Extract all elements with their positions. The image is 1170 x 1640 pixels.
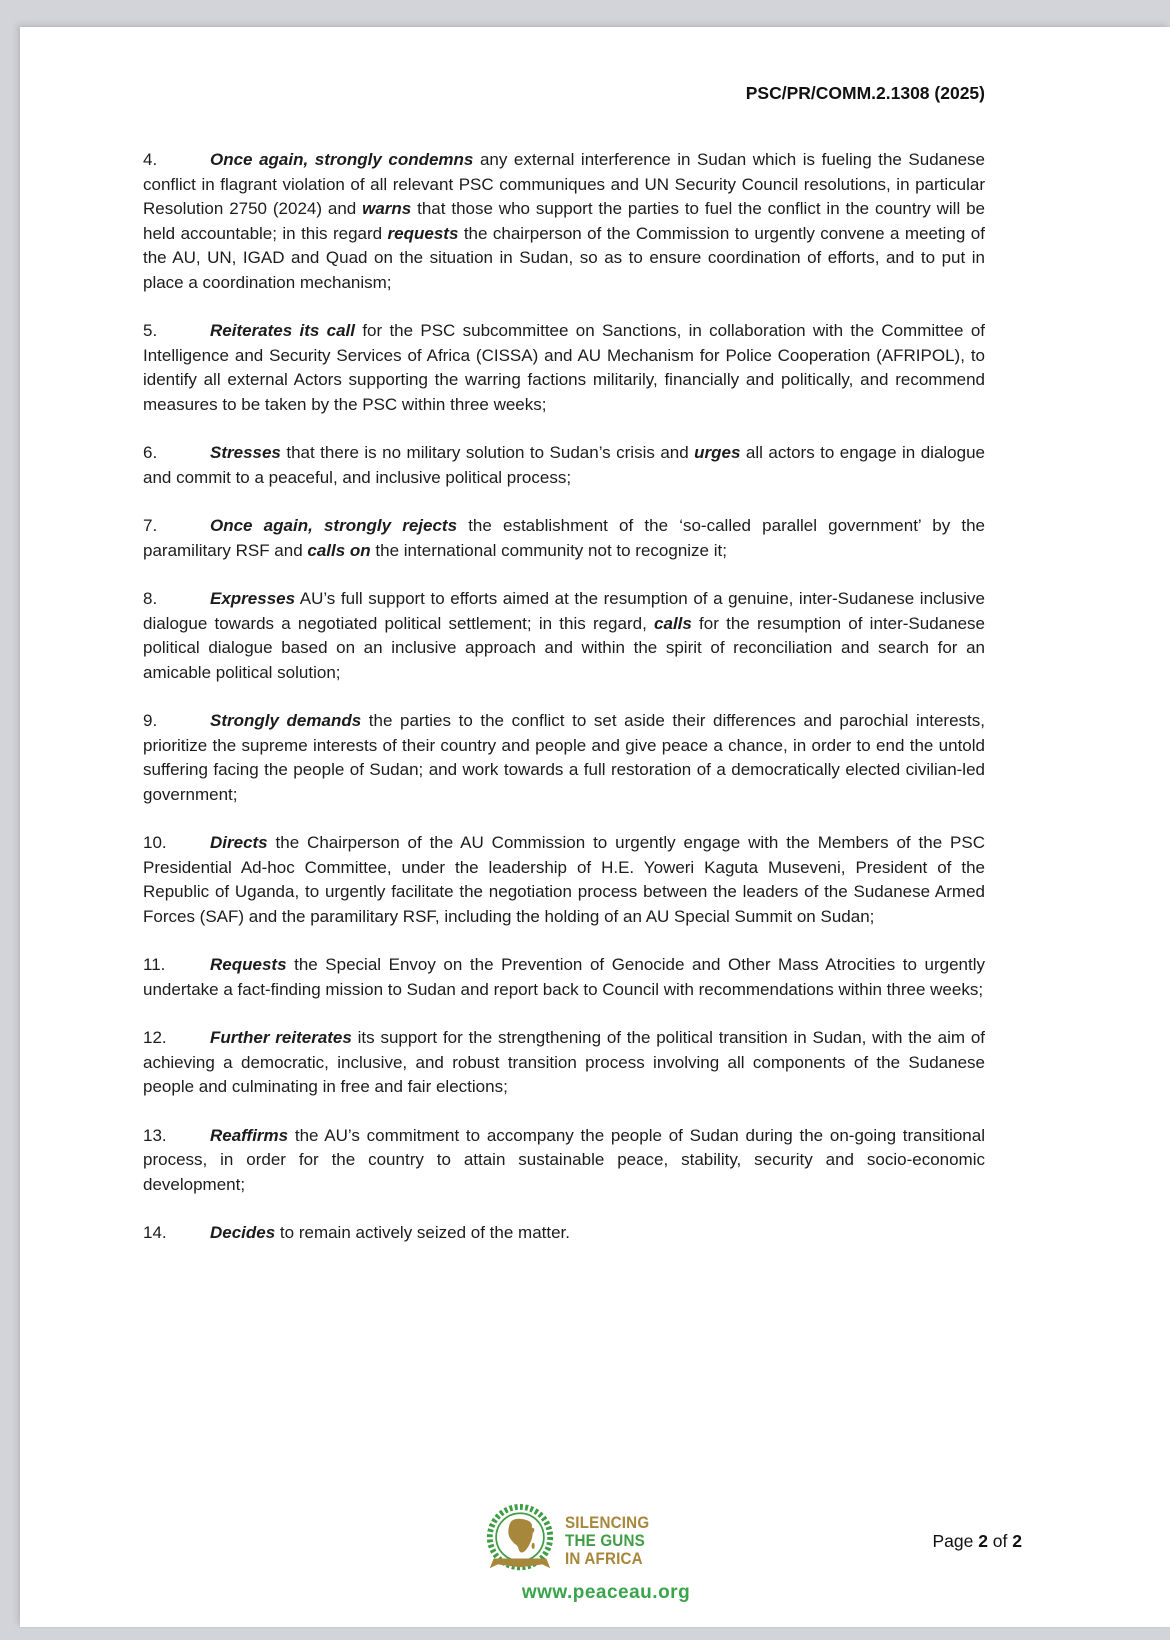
africa-emblem-icon bbox=[482, 1503, 558, 1579]
africa-continent-icon bbox=[508, 1519, 534, 1553]
paragraph-number: 8. bbox=[143, 589, 158, 608]
paragraph-text: for the PSC subcommittee on Sanctions, in collaboration with the Committee of Intelligence and Security Services of Africa (CISSA) and AU Mechanism for Police Cooperation (AFRIPOL), to identify all external Actors supporting the warring factions militarily, financially and politically, and recommend measures to be taken by the PSC within three weeks; bbox=[143, 321, 985, 414]
page-number bbox=[932, 1531, 1022, 1552]
paragraph-number: 11. bbox=[143, 955, 166, 974]
paragraph bbox=[143, 709, 985, 807]
operative-phrase: calls bbox=[654, 613, 692, 633]
logo-line-2: THE GUNS bbox=[565, 1532, 645, 1550]
paragraph-number: 10. bbox=[143, 833, 167, 852]
page-number-of: of bbox=[987, 1531, 1013, 1551]
page-number-total: 2 bbox=[1012, 1531, 1022, 1551]
paragraph-text: the parties to the conflict to set aside their differences and parochial interests, prioritize the supreme interests of their country and people and give peace a chance, in order to end the untold suffering facing the people of Sudan; and work towards a full restoration of a democratically elected civilian-led government; bbox=[143, 711, 985, 804]
paragraph bbox=[143, 319, 985, 417]
paragraph-text: its support for the strengthening of the political transition in Sudan, with the aim of achieving a democratic, inclusive, and robust transition process involving all components of the Sudanese people and culminating in free and fair elections; bbox=[143, 1028, 986, 1096]
page-content bbox=[20, 27, 1170, 1246]
operative-phrase: calls on bbox=[307, 540, 371, 560]
paragraph-number: 6. bbox=[143, 443, 158, 462]
document-reference: PSC/PR/COMM.2.1308 (2025) bbox=[745, 83, 985, 103]
operative-phrase: Once again, strongly condemns bbox=[210, 150, 474, 169]
operative-phrase: Further reiterates bbox=[210, 1028, 352, 1047]
paragraph bbox=[143, 1026, 985, 1100]
operative-phrase: warns bbox=[362, 199, 412, 218]
paragraph-text: the Chairperson of the AU Commission to urgently engage with the Members of the PSC Presidential Ad-hoc Committee, under the leadership of H.E. Yoweri Kaguta Museveni, President of the Republic of Uganda, to urgently facilitate the negotiation process between the leaders of the Sudanese Armed Forces (SAF) and the paramilitary RSF, including the holding of an AU Special Summit on Sudan; bbox=[143, 833, 985, 926]
paragraph bbox=[143, 441, 985, 490]
operative-phrase: requests bbox=[387, 223, 459, 243]
paragraph-text: the chairperson of the Commission to urgently convene a meeting of the AU, UN, IGAD and Quad on the situation in Sudan, so as to ensure coordination of efforts, and to put in place a coordination mechanism; bbox=[143, 223, 985, 292]
paragraph-text: AU’s full support to efforts aimed at the resumption of a genuine, inter-Sudanese inclusive dialogue towards a negotiated political settlement; in this regard, bbox=[143, 589, 985, 633]
paragraph-text: the international community not to recognize it; bbox=[370, 540, 727, 560]
page-number-prefix: Page bbox=[932, 1531, 979, 1551]
logo-top-row bbox=[482, 1503, 730, 1579]
document-page bbox=[20, 27, 1170, 1627]
paragraph bbox=[143, 831, 985, 929]
operative-phrase: Decides bbox=[210, 1223, 276, 1242]
paragraph-list bbox=[143, 148, 985, 1246]
operative-phrase: Once again, strongly rejects bbox=[210, 516, 458, 535]
operative-phrase: Expresses bbox=[210, 589, 296, 608]
paragraph-text: to remain actively seized of the matter. bbox=[275, 1223, 571, 1242]
logo-line-3: IN AFRICA bbox=[565, 1550, 643, 1568]
paragraph-text: that there is no military solution to Sudan’s crisis and bbox=[280, 443, 695, 462]
paragraph-text: the establishment of the ‘so-called parallel government’ by the paramilitary RSF and bbox=[143, 516, 985, 560]
page-number-current: 2 bbox=[978, 1531, 988, 1551]
paragraph-number: 7. bbox=[143, 516, 158, 535]
operative-phrase: Directs bbox=[210, 833, 268, 852]
logo-wordmark bbox=[565, 1514, 657, 1568]
banner-ribbon-icon bbox=[490, 1559, 550, 1569]
paragraph-text: for the resumption of inter-Sudanese political dialogue based on an inclusive approach and within the spirit of reconciliation and search for an amicable political solution; bbox=[143, 613, 985, 682]
paragraph bbox=[143, 1221, 985, 1246]
paragraph-text: all actors to engage in dialogue and commit to a peaceful, and inclusive political process; bbox=[143, 443, 985, 487]
operative-phrase: Requests bbox=[210, 955, 287, 974]
madagascar-dot bbox=[532, 1543, 535, 1549]
paragraph bbox=[143, 148, 985, 295]
paragraph-number: 4. bbox=[143, 150, 158, 169]
paragraph bbox=[143, 953, 985, 1002]
paragraph-number: 13. bbox=[143, 1125, 167, 1145]
silencing-guns-logo bbox=[482, 1503, 730, 1604]
paragraph-text: the Special Envoy on the Prevention of Genocide and Other Mass Atrocities to urgently undertake a fact-finding mission to Sudan and report back to Council with recommendations within three weeks; bbox=[143, 955, 985, 999]
operative-phrase: Reaffirms bbox=[210, 1125, 289, 1145]
paragraph-number: 9. bbox=[143, 711, 158, 730]
paragraph-text: that those who support the parties to fuel the conflict in the country will be held accountable; in this regard bbox=[143, 199, 986, 243]
logo-line-1: SILENCING bbox=[565, 1514, 650, 1532]
paragraph-number: 12. bbox=[143, 1028, 167, 1047]
operative-phrase: Stresses bbox=[210, 443, 281, 462]
operative-phrase: Strongly demands bbox=[210, 711, 362, 730]
paragraph-text: the AU’s commitment to accompany the people of Sudan during the on-going transitional process, in order for the country to attain sustainable peace, stability, security and socio-economic development; bbox=[143, 1125, 985, 1194]
paragraph-number: 14. bbox=[143, 1223, 167, 1242]
operative-phrase: urges bbox=[694, 443, 741, 462]
paragraph-number: 5. bbox=[143, 321, 158, 340]
logo-url: www.peaceau.org bbox=[521, 1582, 691, 1603]
operative-phrase: Reiterates its call bbox=[210, 321, 356, 340]
paragraph bbox=[143, 1124, 985, 1198]
paragraph bbox=[143, 587, 985, 685]
paragraph-text: any external interference in Sudan which is fueling the Sudanese conflict in flagrant violation of all relevant PSC communiques and UN Security Council resolutions, in particular Resolution 2750 (2024) and bbox=[143, 150, 985, 218]
paragraph bbox=[143, 514, 985, 563]
